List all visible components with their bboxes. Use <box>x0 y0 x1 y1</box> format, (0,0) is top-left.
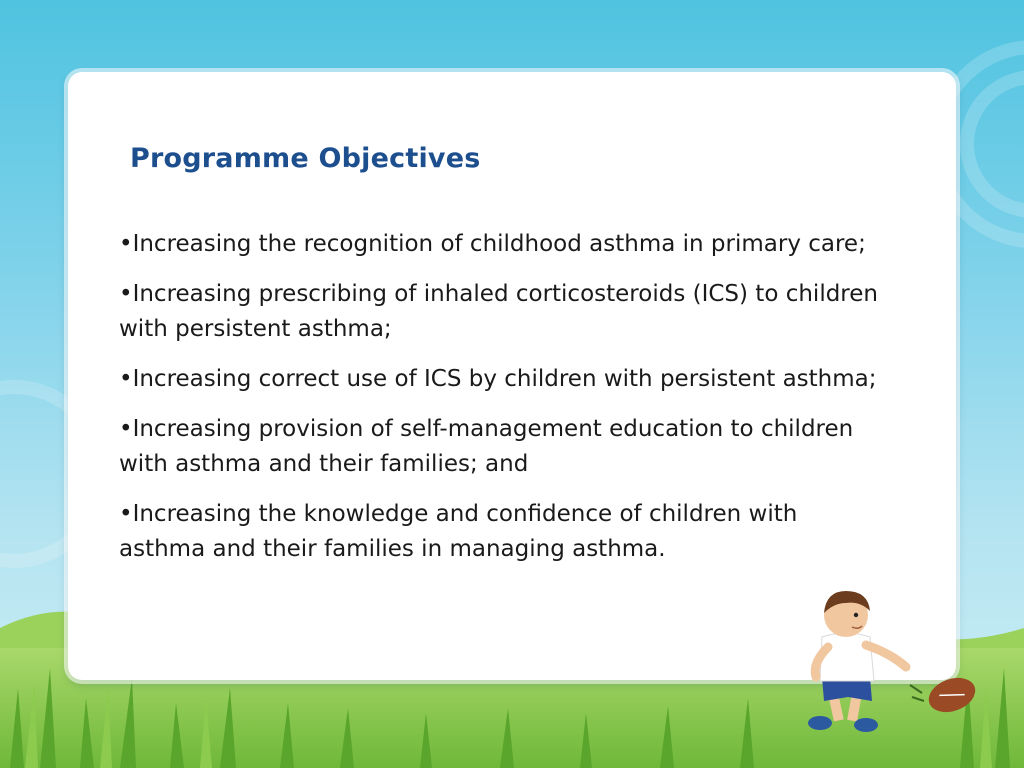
objective-item: •Increasing prescribing of inhaled corticosteroids (ICS) to children with persistent asthma; <box>119 281 878 342</box>
objective-item: •Increasing the recognition of childhood asthma in primary care; <box>119 231 866 257</box>
objective-item: •Increasing the knowledge and confidence of children with asthma and their families in managing asthma. <box>119 501 798 562</box>
objectives-list <box>119 227 889 582</box>
objective-item: •Increasing correct use of ICS by children with persistent asthma; <box>119 366 877 392</box>
boy-with-rugby-ball-icon <box>800 585 990 735</box>
slide-title: Programme Objectives <box>130 143 481 174</box>
objective-item: •Increasing provision of self-management education to children with asthma and their families; and <box>119 416 854 477</box>
